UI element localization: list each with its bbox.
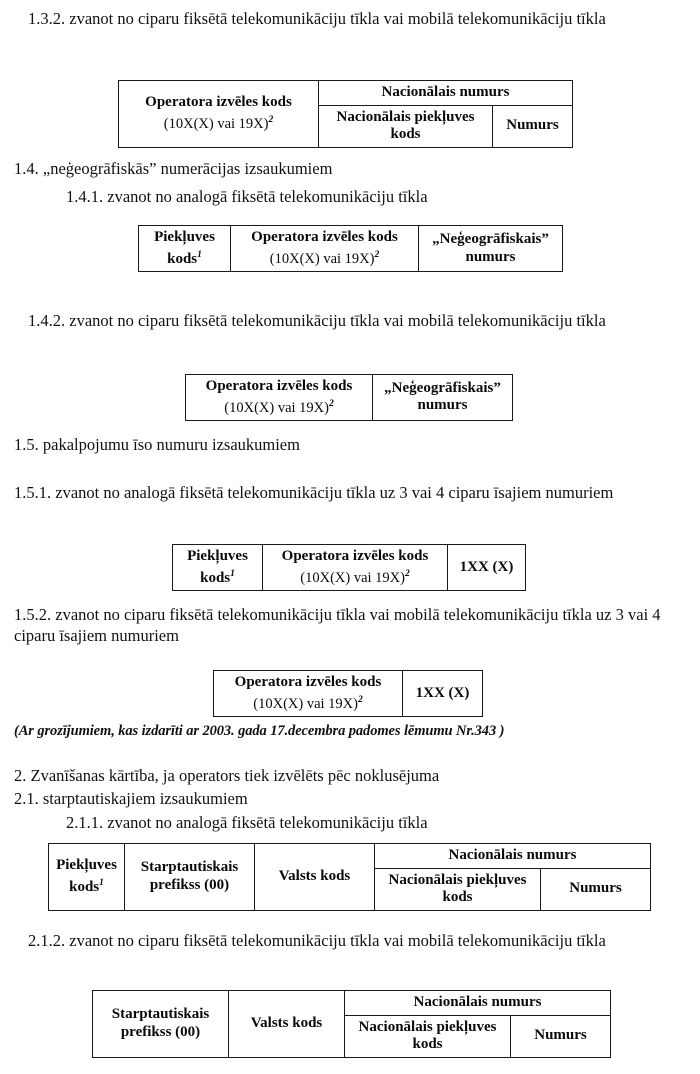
operator-code-label: Operatora izvēles kods [251,229,398,246]
paragraph-2-text: 2. Zvanīšanas kārtība, ja operators tiek izvēlēts pēc noklusējuma [14,766,440,785]
cell-short-number: 1XX (X) [403,671,483,717]
paragraph-1-5 [14,434,674,455]
access-code-label: Piekļuves [187,548,248,564]
operator-code-format: (10X(X) vai 19X)$^2$ [269,249,380,267]
table-row [214,671,483,717]
cell-operator-code [231,226,419,272]
paragraph-1-4-2 [28,310,674,331]
paragraph-1-4-1-text: 1.4.1. zvanot no analogā fiksētā telekomunikāciju tīkla [66,187,428,206]
access-code-label: Piekļuves [56,857,117,874]
amendment-note [14,722,674,740]
table-2-1-2 [92,990,611,1058]
operator-code-label: Operatora izvēles kods [205,378,353,394]
nongeographic-label: „Neģeogrāfiskais” [384,379,501,396]
cell-country-code: Valsts kods [229,991,345,1058]
international-prefix-label-line2: prefikss (00) [149,876,230,893]
cell-number: Numurs [493,105,573,147]
access-code-label: Piekļuves [154,229,215,245]
cell-operator-code [263,545,448,591]
paragraph-1-5-1-text: 1.5.1. zvanot no analogā fiksētā telekomunikāciju tīkla uz 3 vai 4 ciparu īsajiem numuriem [14,483,614,502]
amendment-note-text: (Ar grozījumiem, kas izdarīti ar 2003. gada 17.decembra padomes lēmumu Nr.343 ) [14,723,505,739]
cell-country-code: Valsts kods [255,844,375,911]
international-prefix-label: Starptautiskais [111,1006,210,1023]
paragraph-2-1-2-text: 2.1.2. zvanot no ciparu fiksētā telekomunikāciju tīkla vai mobilā telekomunikāciju tīkla [28,931,606,950]
cell-access-code [173,545,263,591]
table-row [49,844,651,869]
cell-international-prefix [93,991,229,1058]
paragraph-1-3-2-text: 1.3.2. zvanot no ciparu fiksētā telekomunikāciju tīkla vai mobilā telekomunikāciju tīkla [28,9,606,28]
cell-international-prefix [125,844,255,911]
table-1-3-2 [118,80,573,148]
cell-national-number-group: Nacionālais numurs [345,991,611,1016]
operator-code-label: Operatora izvēles kods [145,94,292,111]
paragraph-1-3-2 [28,8,674,29]
paragraph-1-4-text: 1.4. „neģeogrāfiskās” numerācijas izsaukumiem [14,159,333,178]
paragraph-2-1 [14,788,674,809]
nongeographic-label: „Neģeogrāfiskais” [432,231,549,247]
cell-national-number-group: Nacionālais numurs [375,844,651,869]
paragraph-1-5-2 [14,604,674,646]
cell-number: Numurs [541,868,651,910]
nongeographic-label-line2: numurs [465,248,516,265]
paragraph-2-1-2 [28,930,674,951]
cell-access-code [139,226,231,272]
cell-national-access-code: Nacionālais piekļuves kods [345,1015,511,1057]
cell-operator-code [119,81,319,148]
cell-national-access-code: Nacionālais piekļuves kods [319,105,493,147]
operator-code-format: (10X(X) vai 19X)$^2$ [224,398,334,416]
table-row [93,991,611,1016]
paragraph-2-1-1-text: 2.1.1. zvanot no analogā fiksētā telekomunikāciju tīkla [66,813,428,832]
table-1-4-2 [185,374,513,421]
table-1-4-1 [138,225,563,272]
cell-number: Numurs [511,1015,611,1057]
table-row [173,545,526,591]
operator-code-format: (10X(X) vai 19X)$^2$ [253,694,363,712]
cell-operator-code [214,671,403,717]
cell-access-code [49,844,125,911]
access-code-label-line2: kods$^1$ [167,249,202,267]
table-row [119,81,573,106]
nongeographic-label-line2: numurs [417,397,468,414]
paragraph-2 [14,765,674,786]
paragraph-1-4-1 [66,186,686,207]
paragraph-1-5-2-text: 1.5.2. zvanot no ciparu fiksētā telekomunikāciju tīkla vai mobilā telekomunikāciju tīkla uz 3 vai 4 ciparu īsajiem numuriem [14,605,661,645]
table-1-5-1 [172,544,526,591]
paragraph-1-5-text: 1.5. pakalpojumu īso numuru izsaukumiem [14,435,300,454]
operator-code-label: Operatora izvēles kods [281,548,429,565]
access-code-label-line2: kods$^1$ [200,568,235,586]
table-row [186,375,513,421]
cell-national-number-group: Nacionālais numurs [319,81,573,106]
operator-code-format: (10X(X) vai 19X)$^2$ [300,568,410,586]
cell-nongeographic-number [419,226,563,272]
cell-national-access-code: Nacionālais piekļuves kods [375,868,541,910]
operator-code-format: (10X(X) vai 19X)$^2$ [163,114,274,132]
operator-code-label: Operatora izvēles kods [234,674,382,690]
paragraph-1-5-1 [14,482,674,503]
table-2-1-1 [48,843,651,911]
table-1-5-2 [213,670,483,717]
paragraph-1-4 [14,158,674,179]
paragraph-1-4-2-text: 1.4.2. zvanot no ciparu fiksētā telekomunikāciju tīkla vai mobilā telekomunikāciju tīkla [28,311,606,330]
cell-short-number: 1XX (X) [448,545,526,591]
paragraph-2-1-text: 2.1. starptautiskajiem izsaukumiem [14,789,248,808]
cell-nongeographic-number [373,375,513,421]
table-row [139,226,563,272]
international-prefix-label: Starptautiskais [140,859,239,876]
international-prefix-label-line2: prefikss (00) [120,1023,201,1040]
access-code-label-line2: kods$^1$ [69,877,104,895]
cell-operator-code [186,375,373,421]
paragraph-2-1-1 [66,812,686,833]
